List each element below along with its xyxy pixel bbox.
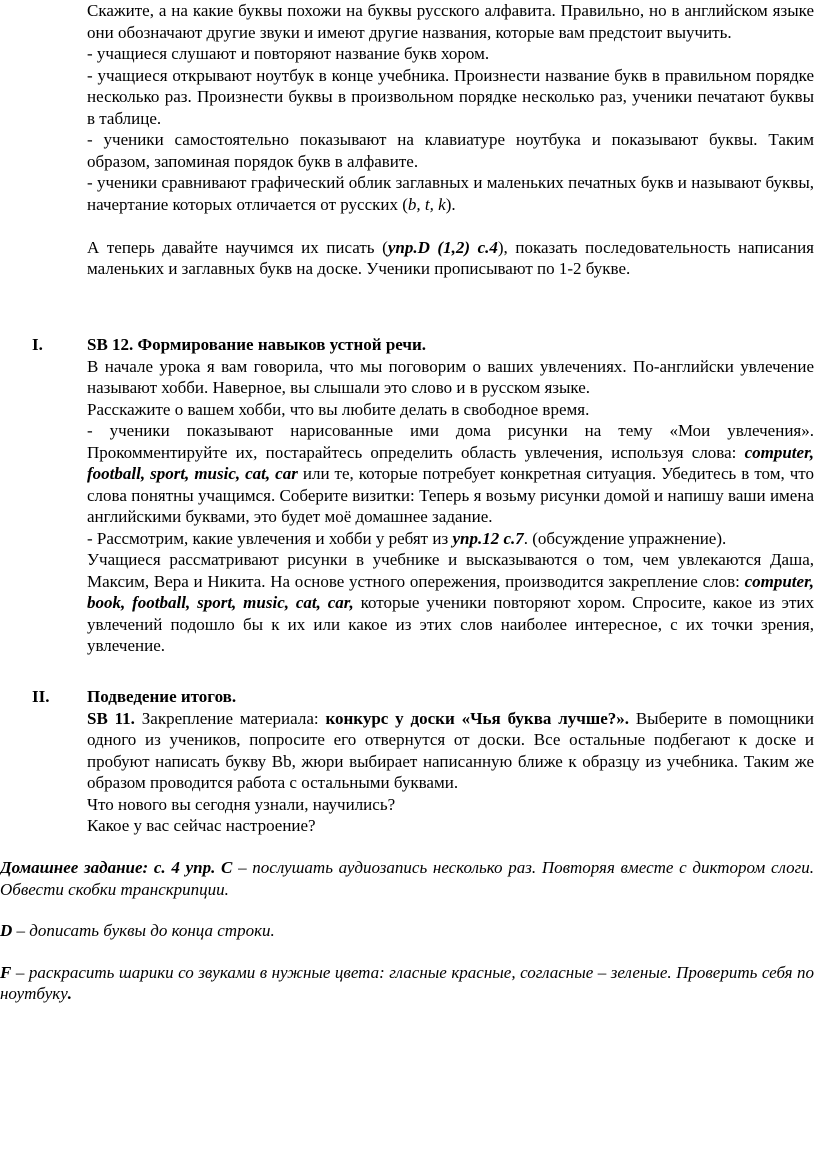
section-2-p1-contest: конкурс у доски «Чья буква лучше?». — [325, 708, 630, 728]
section-1-p5-text-a: Учащиеся рассматривают рисунки в учебнике и высказываются о том, чем увлекаются Даша, Максим, Вера и Никита. На основе устного опережения, производится закрепление слов: — [87, 550, 814, 591]
section-2-paragraph-2: Что нового вы сегодня узнали, научились? — [87, 794, 396, 814]
section-1-p5-text-b: которые ученики повторяют хором. Спросите, какое из этих увлечений подошло бы к их или какое из этих слов наиболее интересное, с их точки зрения, увлечение. — [87, 593, 814, 655]
intro-paragraph-1: Скажите, а на какие буквы похожи на буквы русского алфавита. Правильно, но в английском языке они обозначают другие звуки и имеют другие названия, которые вам предстоит выучить. — [87, 1, 814, 42]
homework-c-text: – послушать аудиозапись несколько раз. Повторяя вместе с диктором слоги. Обвести скобки транскрипции. — [0, 858, 814, 899]
section-1-paragraph-5 — [87, 549, 814, 657]
section-2-heading: Подведение итогов. — [87, 687, 237, 706]
intro-p6-exercise-ref: упр.D (1,2) с.4 — [387, 237, 498, 257]
intro-p6-text-a: А теперь давайте научимся их писать ( — [87, 237, 388, 257]
section-1-p4-text-a: - Рассмотрим, какие увлечения и хобби у ребят из — [87, 528, 453, 548]
section-1-paragraph-2: Расскажите о вашем хобби, что вы любите делать в свободное время. — [87, 399, 590, 419]
homework-f-text: – раскрасить шарики со звуками в нужные цвета: гласные красные, согласные – зеленые. Проверить себя по ноутбуку — [0, 962, 814, 1003]
homework-block — [0, 857, 814, 1005]
section-1-p3-text-b: или те, которые потребует конкретная ситуация. Убедитесь в том, что слова понятны учащимся. Соберите визитки: Теперь я возьму рисунки домой и напишу ваши имена английскими буквами, это будет моё домашнее задание. — [87, 464, 814, 526]
intro-p5-letters: b, t, k — [407, 194, 446, 214]
section-2-p1-text-b: Закрепление материала: — [134, 708, 326, 728]
section-1-numeral: I. — [32, 335, 43, 354]
section-2-body — [87, 686, 814, 837]
intro-paragraph-6 — [87, 237, 814, 280]
blank-line — [0, 900, 814, 920]
section-1-paragraph-3 — [87, 420, 814, 528]
homework-item-d — [0, 920, 814, 942]
section-2-p1-sb-ref: SB 11. — [87, 708, 135, 728]
section-1-body — [87, 334, 814, 657]
homework-f-end: . — [67, 984, 73, 1003]
intro-p5-text-a: - ученики сравнивают графический облик заглавных и маленьких печатных букв и называют буквы, начертание которых отличается от русских ( — [87, 173, 814, 214]
homework-item-f — [0, 962, 814, 1005]
section-2-paragraph-3: Какое у вас сейчас настроение? — [87, 816, 316, 835]
intro-paragraph-3: - учащиеся открывают ноутбук в конце учебника. Произнести название букв в правильном порядке несколько раз. Произнести буквы в произвольном порядке несколько раз, ученики печатают буквы в таблице. — [87, 65, 814, 128]
section-1-p3-text-a: - ученики показывают нарисованные ими дома рисунки на тему «Мои увлечения». Прокомментируйте их, постарайтесь определить область увлечения, используя слова: — [87, 421, 814, 462]
section-2-p1-text-d: Выберите в помощники одного из учеников, попросите его отвернутся от доски. Все остальные подбегают к доске и пробуют написать букву Bb, жюри выбирает написанную ближе к образцу из учебника. Таким же образом проводится работа с остальными буквами. — [87, 708, 815, 792]
section-1-paragraph-1: В начале урока я вам говорила, что мы поговорим о ваших увлечениях. По-английски увлечение называют хобби. Наверное, вы слышали это слово и в русском языке. — [87, 356, 814, 397]
section-2-numeral: II. — [32, 687, 50, 706]
homework-d-text: – дописать буквы до конца строки. — [12, 921, 275, 940]
homework-c-label: Домашнее задание: с. 4 упр. С — [0, 858, 233, 877]
homework-item-c — [0, 857, 814, 900]
section-1-p3-words: computer, football, sport, music, cat, car — [87, 442, 814, 483]
intro-block — [87, 0, 814, 280]
intro-p5-text-b: ). — [445, 194, 456, 214]
homework-f-label: F — [0, 962, 12, 982]
intro-paragraph-2: - учащиеся слушают и повторяют название букв хором. — [87, 44, 490, 63]
section-1-p4-exercise-ref: упр.12 с.7 — [452, 528, 524, 548]
intro-p6-text-b: ), показать последовательность написания маленьких и заглавных букв на доске. Ученики прописывают по 1-2 букве. — [87, 237, 814, 278]
section-1-heading: SB 12. Формирование навыков устной речи. — [87, 335, 427, 354]
intro-paragraph-4: - ученики самостоятельно показывают на клавиатуре ноутбука и показывают буквы. Таким образом, запоминая порядок букв в алфавите. — [87, 130, 814, 171]
intro-paragraph-5 — [87, 172, 814, 215]
section-2-paragraph-1 — [87, 708, 814, 794]
blank-line — [87, 215, 814, 237]
homework-d-label: D — [0, 921, 13, 940]
section-1-p4-text-b: . (обсуждение упражнение). — [523, 528, 727, 548]
section-1-paragraph-4 — [87, 528, 814, 550]
blank-line — [0, 942, 814, 962]
section-1-p5-words: computer, book, football, sport, music, cat, car, — [87, 571, 814, 612]
